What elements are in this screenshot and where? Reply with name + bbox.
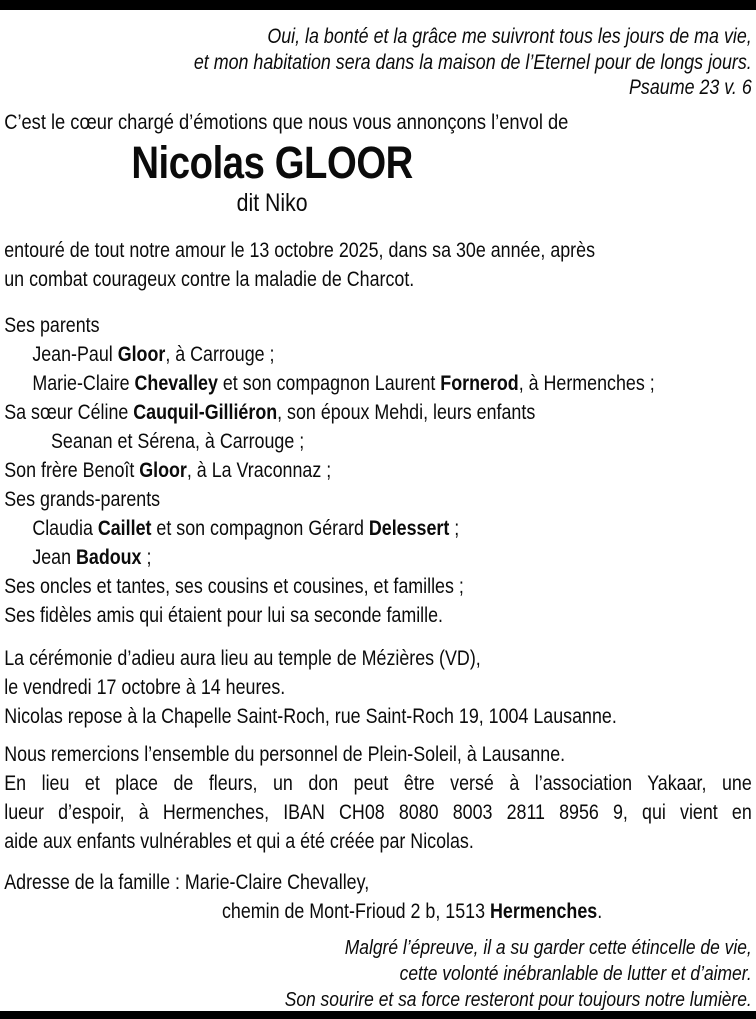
text-segment: La cérémonie d’adieu aura lieu au temple de Mézières (VD),	[4, 646, 481, 670]
text-segment: ;	[449, 516, 460, 540]
closing-tribute	[4, 935, 752, 1013]
bottom-border-bar	[0, 1011, 756, 1019]
top-border-bar	[0, 0, 756, 10]
text-segment: Claudia	[32, 516, 98, 540]
text-line	[4, 24, 752, 50]
text-segment: Ses grands-parents	[4, 487, 161, 511]
text-line	[4, 485, 752, 514]
text-segment: cette volonté inébranlable de lutter et d’aimer.	[399, 961, 752, 985]
text-segment: Nicolas repose à la Chapelle Saint-Roch, rue Saint-Roch 19, 1004 Lausanne.	[4, 704, 617, 728]
text-line	[4, 644, 752, 673]
text-segment: chemin de Mont-Frioud 2 b, 1513	[221, 899, 490, 923]
text-line	[4, 769, 752, 798]
text-line	[4, 740, 752, 769]
text-line	[4, 935, 752, 961]
text-segment: lueur d’espoir, à Hermenches, IBAN CH08 8080 8003 2811 8956 9, qui vient en	[4, 800, 752, 824]
text-line	[4, 456, 752, 485]
deceased-nickname: dit Niko	[236, 188, 308, 217]
text-line	[4, 340, 752, 369]
text-segment: aide aux enfants vulnérables et qui a été créée par Nicolas.	[4, 829, 474, 853]
text-segment: Ses parents	[4, 313, 100, 337]
text-segment: et son compagnon Gérard	[151, 516, 369, 540]
obituary-content	[0, 10, 756, 1013]
text-line	[4, 673, 752, 702]
text-segment: Ses fidèles amis qui étaient pour lui sa seconde famille.	[4, 603, 444, 627]
bold-name-segment: Cauquil-Gilliéron	[133, 400, 278, 424]
text-segment: Sa sœur Céline	[4, 400, 134, 424]
text-line	[4, 572, 752, 601]
text-line	[4, 311, 752, 340]
bold-name-segment: Caillet	[97, 516, 152, 540]
text-segment: Psaume 23 v. 6	[628, 76, 752, 99]
text-line	[4, 398, 752, 427]
text-segment: le vendredi 17 octobre à 14 heures.	[4, 675, 286, 699]
bold-name-segment: Badoux	[76, 545, 142, 569]
family-list	[4, 311, 752, 630]
text-line	[4, 50, 752, 76]
bold-name-segment: Delessert	[368, 516, 450, 540]
text-segment: , à Carrouge ;	[165, 342, 275, 366]
bible-verse-epigraph	[4, 24, 752, 101]
text-line	[4, 369, 752, 398]
text-segment: Son sourire et sa force resteront pour toujours notre lumière.	[284, 987, 752, 1011]
deceased-name: Nicolas GLOOR	[131, 136, 413, 188]
text-segment: Oui, la bonté et la grâce me suivront tous les jours de ma vie,	[267, 25, 752, 48]
text-line	[4, 427, 752, 456]
bold-name-segment: Chevalley	[134, 371, 218, 395]
text-segment: Seanan et Sérena, à Carrouge ;	[51, 429, 305, 453]
text-line	[4, 601, 752, 630]
text-segment: , à La Vraconnaz ;	[186, 458, 332, 482]
text-line	[4, 514, 752, 543]
bold-name-segment: Gloor	[139, 458, 187, 482]
text-segment: Adresse de la famille : Marie-Claire Chevalley,	[4, 870, 370, 894]
text-segment: Jean	[32, 545, 77, 569]
text-line	[4, 543, 752, 572]
text-segment: , son époux Mehdi, leurs enfants	[277, 400, 536, 424]
text-segment: En lieu et place de fleurs, un don peut être versé à l’association Yakaar, une	[4, 771, 752, 795]
text-segment: et son compagnon Laurent	[217, 371, 441, 395]
deceased-name-block	[4, 138, 540, 218]
text-segment: Son frère Benoît	[4, 458, 140, 482]
text-line	[4, 961, 752, 987]
text-segment: Marie-Claire	[32, 371, 135, 395]
text-segment: ;	[141, 545, 152, 569]
text-line	[4, 868, 752, 897]
text-line	[4, 987, 752, 1013]
bold-name-segment: Gloor	[117, 342, 166, 366]
text-line	[4, 897, 752, 926]
text-segment: Malgré l’épreuve, il a su garder cette étincelle de vie,	[344, 935, 752, 959]
text-line	[4, 75, 752, 101]
ceremony-details	[4, 644, 752, 731]
text-line	[4, 236, 752, 265]
text-line	[4, 827, 752, 856]
text-segment: et mon habitation sera dans la maison de l’Eternel pour de longs jours.	[193, 50, 752, 74]
bold-name-segment: Hermenches	[489, 899, 598, 923]
text-segment: Ses oncles et tantes, ses cousins et cousines, et familles ;	[4, 574, 464, 598]
announcement-intro: C’est le cœur chargé d’émotions que nous vous annonçons l’envol de	[4, 109, 569, 134]
text-segment: , à Hermenches ;	[518, 371, 655, 395]
text-line	[4, 798, 752, 827]
death-notice	[4, 236, 752, 294]
text-line	[4, 702, 752, 731]
text-segment: Nous remercions l’ensemble du personnel de Plein-Soleil, à Lausanne.	[4, 742, 566, 766]
thanks-and-donation	[4, 740, 752, 856]
text-segment: un combat courageux contre la maladie de Charcot.	[4, 267, 415, 291]
text-segment: Jean-Paul	[32, 342, 118, 366]
family-address	[4, 868, 752, 926]
text-line	[4, 265, 752, 294]
text-segment: .	[597, 899, 603, 923]
text-segment: entouré de tout notre amour le 13 octobre 2025, dans sa 30e année, après	[4, 238, 596, 262]
bold-name-segment: Fornerod	[440, 371, 519, 395]
